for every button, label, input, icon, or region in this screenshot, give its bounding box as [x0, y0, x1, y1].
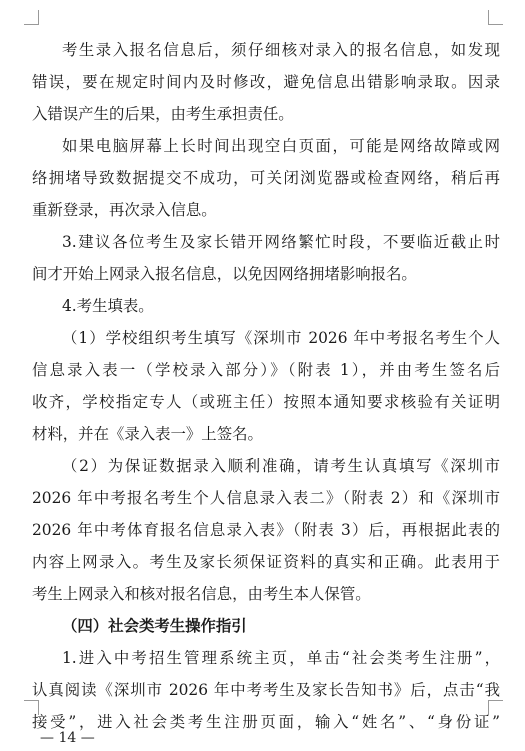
paragraph-line: 考生上网录入和核对报名信息，由考生本人保管。 [32, 585, 371, 603]
paragraph-line: 络拥堵导致数据提交不成功，可关闭浏览器或检查网络，稍后再 [32, 169, 500, 187]
crop-mark-top-left [24, 10, 39, 25]
paragraph-line: 内容上网录入。考生及家长须保证资料的真实和正确。此表用于 [32, 553, 500, 571]
paragraph-line: 2026 年中考报名考生个人信息录入表二》（附表 2）和《深圳市 [32, 489, 500, 507]
paragraph-line: 如果电脑屏幕上长时间出现空白页面，可能是网络故障或网 [62, 137, 500, 155]
paragraph-line: 3.建议各位考生及家长错开网络繁忙时段，不要临近截止时 [62, 233, 500, 251]
paragraph-line: 2026 年中考体育报名信息录入表》（附表 3）后，再根据此表的 [32, 521, 500, 539]
paragraph-line: 考生录入报名信息后，须仔细核对录入的报名信息，如发现 [62, 41, 500, 59]
paragraph-line: 间才开始上网录入报名信息，以免因网络拥堵影响报名。 [32, 265, 417, 283]
paragraph-line: 接受”，进入社会类考生注册页面，输入“姓名”、“身份证” [32, 713, 500, 731]
paragraph-line: 认真阅读《深圳市 2026 年中考考生及家长告知书》后，点击“我 [32, 681, 500, 699]
paragraph-line: 重新登录，再次录入信息。 [32, 201, 217, 219]
page-number: — 14 — [40, 730, 95, 746]
section-heading: （四）社会类考生操作指引 [62, 617, 247, 635]
paragraph-line: 收齐，学校指定专人（或班主任）按照本通知要求核验有关证明 [32, 393, 500, 411]
paragraph-line: 材料，并在《录入表一》上签名。 [32, 425, 263, 443]
section-item: 4.考生填表。 [62, 297, 154, 315]
document-body [32, 34, 500, 738]
paragraph-line: 入错误产生的后果，由考生承担责任。 [32, 105, 294, 123]
paragraph-line: （2）为保证数据录入顺利准确，请考生认真填写《深圳市 [62, 457, 500, 475]
paragraph-line: （1）学校组织考生填写《深圳市 2026 年中考报名考生个人 [62, 329, 500, 347]
paragraph-line: 1.进入中考招生管理系统主页，单击“社会类考生注册”， [62, 649, 500, 667]
paragraph-line: 信息录入表一（学校录入部分）》（附表 1），并由考生签名后 [32, 361, 500, 379]
paragraph-line: 错误，要在规定时间内及时修改，避免信息出错影响录取。因录 [32, 73, 500, 91]
crop-mark-top-right [488, 10, 503, 25]
